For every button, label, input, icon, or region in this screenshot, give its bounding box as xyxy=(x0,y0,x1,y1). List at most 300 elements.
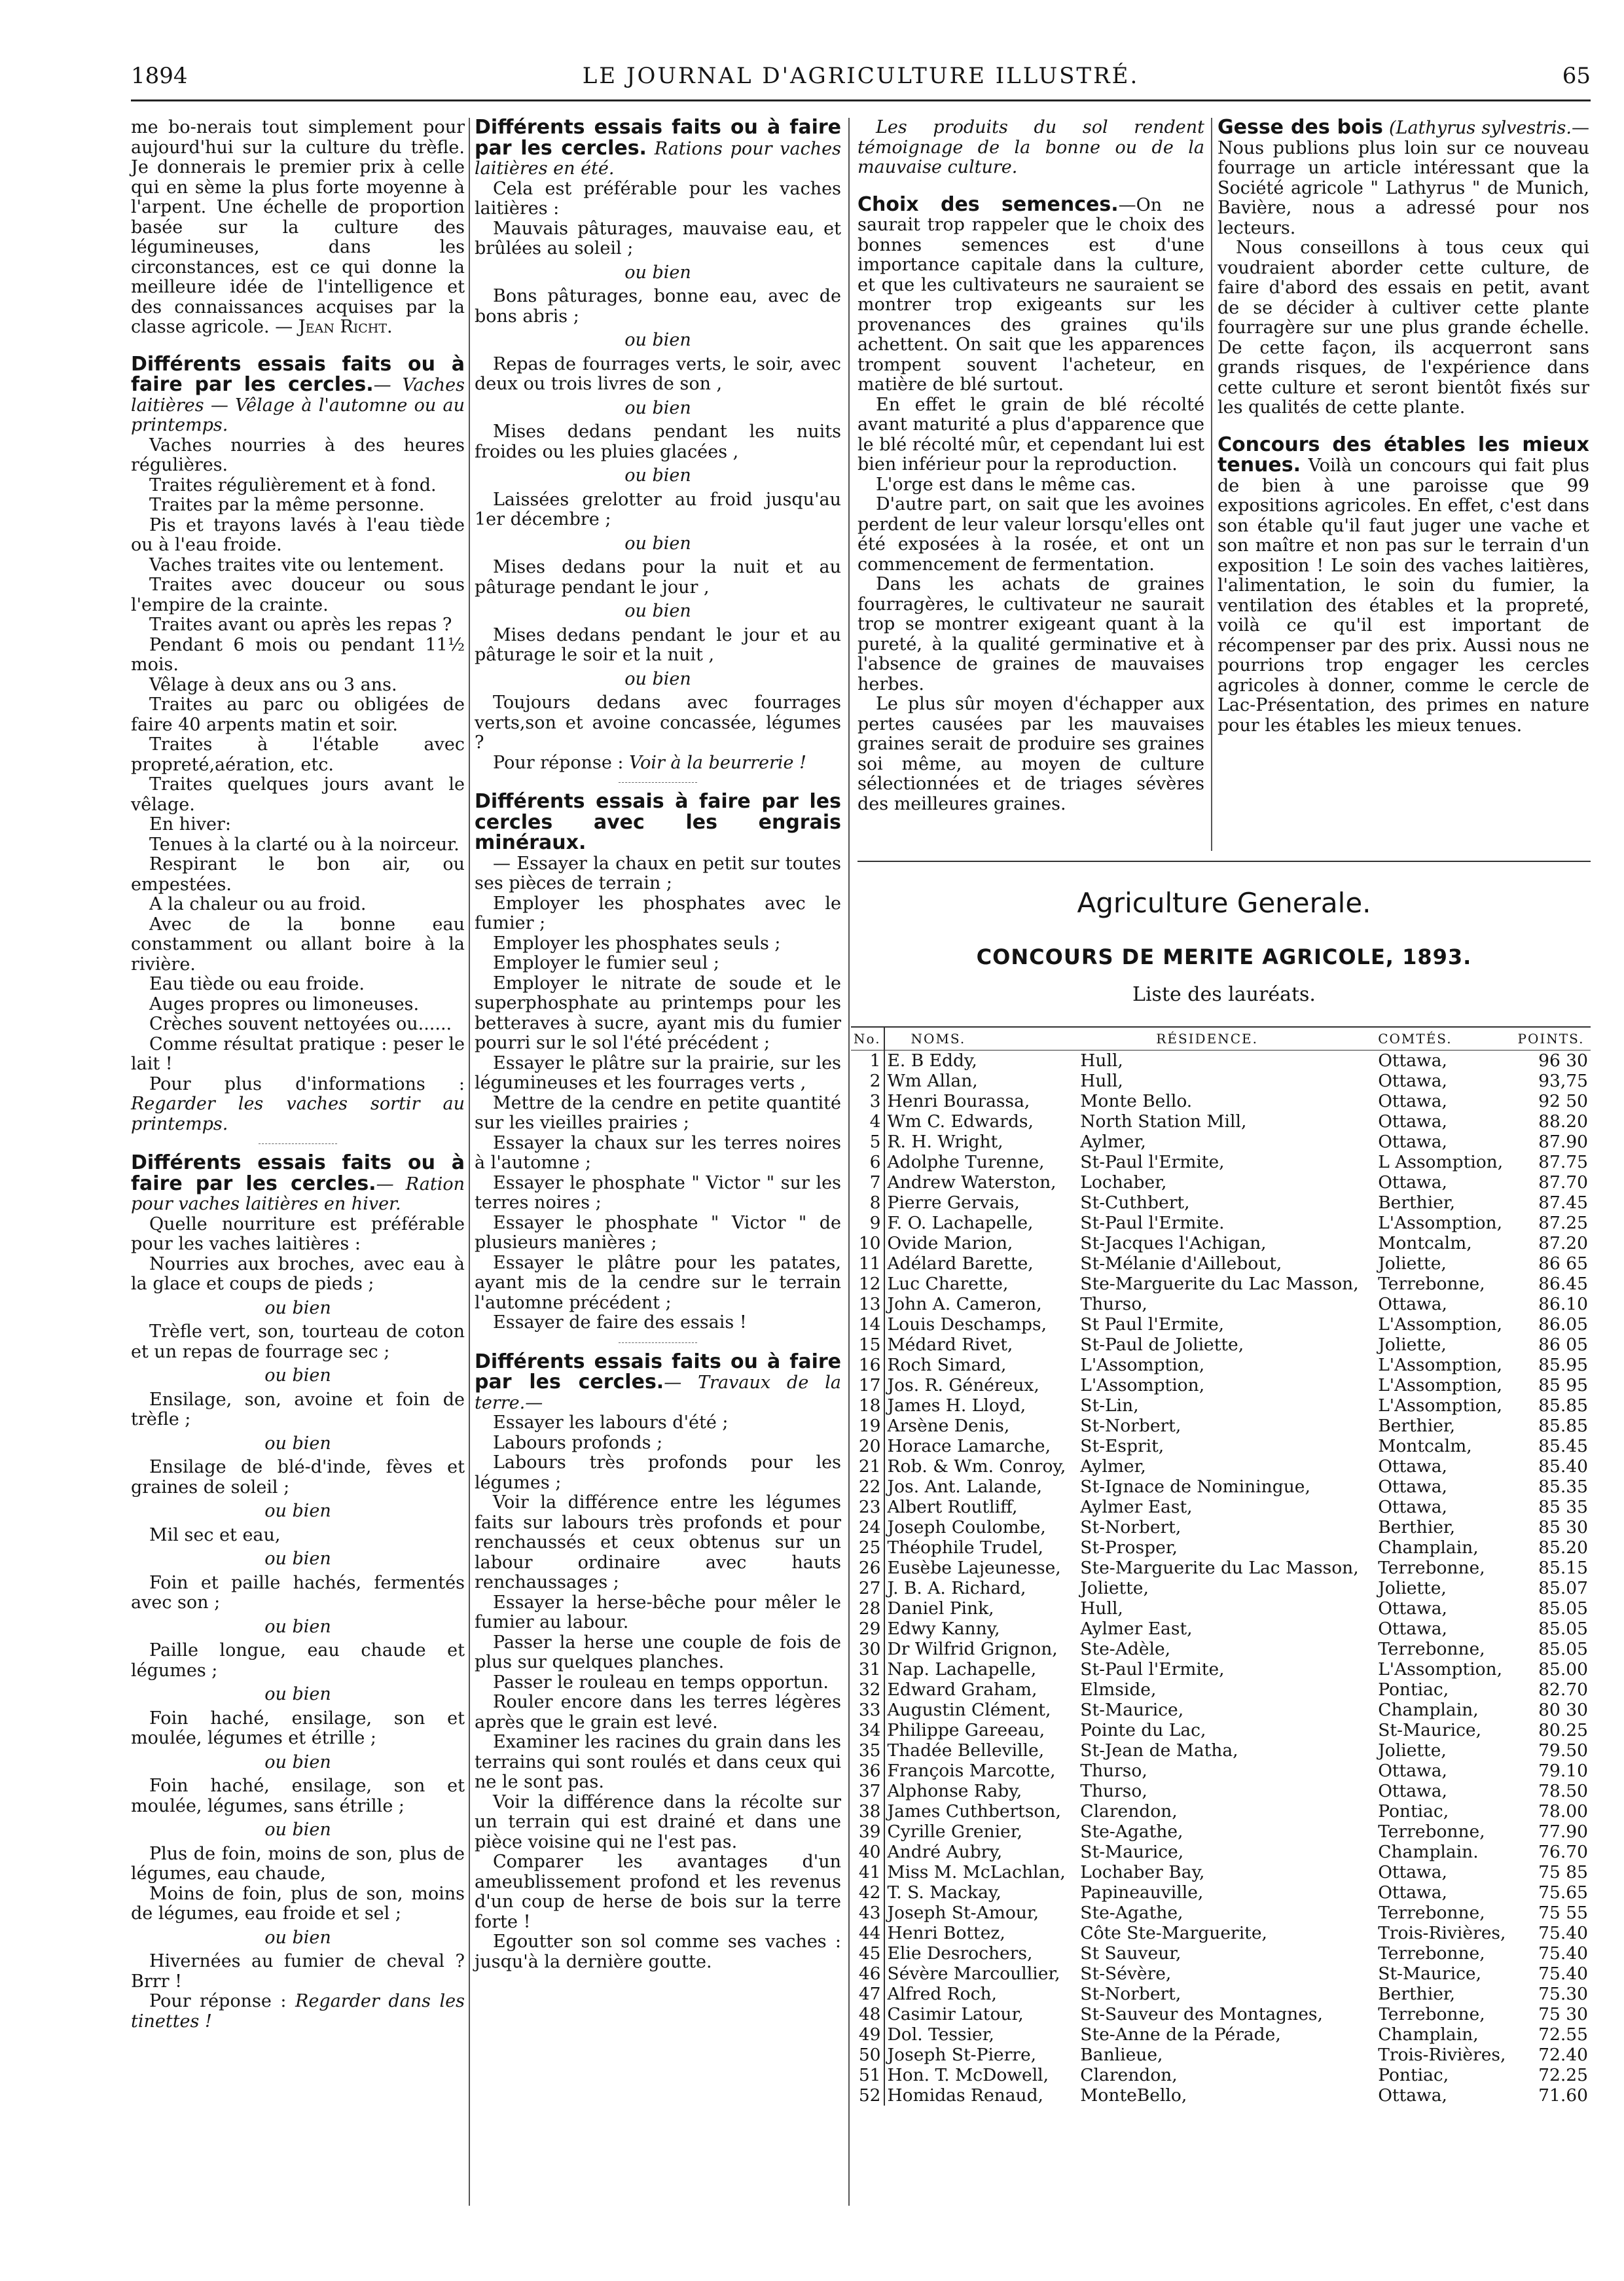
separator xyxy=(619,782,697,783)
county: Champlain, xyxy=(1378,1537,1479,1558)
residence: L'Assomption, xyxy=(1080,1375,1205,1395)
table-row xyxy=(851,1111,1591,1132)
residence: Aylmer, xyxy=(1080,1456,1146,1477)
residence: Elmside, xyxy=(1080,1679,1157,1700)
table-row xyxy=(851,1355,1591,1375)
points: 85.40 xyxy=(1538,1456,1588,1477)
article-paragraph: Choix des semences.—On ne saurait trop rappeler que le choix des bonnes semences est d'une importance capitale dans la culture, et que les cultivateurs ne sauraient se montrer trop exigeants sur les provenances des graines qu'ils achettent. On sait que les apparences trompent souvent l'acheteur, en matière de blé surtout. xyxy=(857,192,1204,395)
table-row xyxy=(851,1659,1591,1679)
list-item: Mises dedans pour la nuit et au pâturage pendant le jour , xyxy=(475,557,841,598)
row-number: 44 xyxy=(851,1923,884,1943)
county: Montcalm, xyxy=(1378,1233,1472,1253)
table-row xyxy=(851,1091,1591,1111)
residence: St-Paul de Joliette, xyxy=(1080,1335,1244,1355)
residence: Aylmer East, xyxy=(1080,1619,1193,1639)
list-item: Voir la différence entre les légumes faits sur labours très profonds et pour renchaussés et ceux obtenus sur un labour ordinaire avec hauts renchaussages ; xyxy=(475,1492,841,1592)
list-item: Mises dedans pendant les nuits froides ou les pluies glacées , xyxy=(475,422,841,462)
list-item: Egoutter son sol comme ses vaches : jusqu'à la dernière goutte. xyxy=(475,1931,841,1972)
county: Terrebonne, xyxy=(1378,2004,1485,2024)
row-number: 29 xyxy=(851,1619,884,1639)
winner-name: Albert Routliff, xyxy=(887,1497,1018,1517)
list-item: Voir la différence dans la récolte sur un terrain qui est drainé et dans une pièce voisine qui ne l'est pas. xyxy=(475,1791,841,1852)
county: Ottawa, xyxy=(1378,1477,1447,1497)
county: Ottawa, xyxy=(1378,1456,1447,1477)
county: Joliette, xyxy=(1378,1740,1447,1761)
header-title: LE JOURNAL D'AGRICULTURE ILLUSTRÉ. xyxy=(582,63,1140,89)
points: 85.05 xyxy=(1538,1639,1588,1659)
row-number: 23 xyxy=(851,1497,884,1517)
residence: Thurso, xyxy=(1080,1781,1147,1801)
county: Terrebonne, xyxy=(1378,1558,1485,1578)
list-item: Pendant 6 mois ou pendant 11½ mois. xyxy=(131,634,465,675)
table-row xyxy=(851,1862,1591,1882)
residence: St-Sauveur des Montagnes, xyxy=(1080,2004,1323,2024)
points: 75 30 xyxy=(1538,2004,1588,2024)
table-row xyxy=(851,1903,1591,1923)
column-header: POINTS. xyxy=(1515,1027,1591,1051)
winner-name: Ovide Marion, xyxy=(887,1233,1013,1253)
winner-name: Arsène Denis, xyxy=(887,1416,1010,1436)
table-row xyxy=(851,1071,1591,1091)
winner-name: Hon. T. McDowell, xyxy=(887,2065,1049,2085)
or-label: ou bien xyxy=(624,668,691,689)
list-item: Tenues à la clarté ou à la noirceur. xyxy=(149,834,460,855)
row-number: 21 xyxy=(851,1456,884,1477)
table-row xyxy=(851,1537,1591,1558)
row-number: 9 xyxy=(851,1213,884,1233)
or-label: ou bien xyxy=(624,262,691,283)
points: 87.45 xyxy=(1538,1193,1588,1213)
list-item: Essayer le phosphate " Victor " sur les terres noires ; xyxy=(475,1172,841,1213)
row-number: 42 xyxy=(851,1882,884,1903)
table-row xyxy=(851,2004,1591,2024)
row-number: 10 xyxy=(851,1233,884,1253)
county: L'Assomption, xyxy=(1378,1314,1503,1335)
residence: Ste-Marguerite du Lac Masson, xyxy=(1080,1558,1359,1578)
table-row xyxy=(851,1578,1591,1598)
residence: St-Norbert, xyxy=(1080,1984,1182,2004)
winner-name: Dol. Tessier, xyxy=(887,2024,994,2045)
points: 72.25 xyxy=(1538,2065,1588,2085)
row-number: 39 xyxy=(851,1822,884,1842)
points: 82.70 xyxy=(1538,1679,1588,1700)
article-heading: Différents essais faits ou à faire par les cercles.— Ration pour vaches laitières en hiver. xyxy=(131,1151,465,1214)
county: St-Maurice, xyxy=(1378,1720,1482,1740)
table-row xyxy=(851,2024,1591,2045)
residence: Clarendon, xyxy=(1080,2065,1178,2085)
list-item: Traites régulièrement et à fond. xyxy=(149,475,437,495)
list-item: Traites avant ou après les repas ? xyxy=(149,615,452,635)
row-number: 24 xyxy=(851,1517,884,1537)
list-item: Vêlage à deux ans ou 3 ans. xyxy=(149,674,397,695)
list-item: Toujours dedans avec fourrages verts,son et avoine concassée, légumes ? xyxy=(475,692,841,753)
points: 79.10 xyxy=(1538,1761,1588,1781)
row-number: 48 xyxy=(851,2004,884,2024)
list-item: Examiner les racines du grain dans les terrains qui sont roulés et dans ceux qui ne le sont pas. xyxy=(475,1732,841,1792)
list-item: Comme résultat pratique : peser le lait ! xyxy=(131,1033,465,1074)
winner-name: Edward Graham, xyxy=(887,1679,1038,1700)
winner-name: Alphonse Raby, xyxy=(887,1781,1022,1801)
points: 86 05 xyxy=(1538,1335,1588,1355)
table-row xyxy=(851,1882,1591,1903)
residence: Ste-Anne de la Pérade, xyxy=(1080,2024,1281,2045)
residence: Monte Bello. xyxy=(1080,1091,1193,1111)
article-paragraph: Les produits du sol rendent témoignage de la bonne ou de la mauvaise culture. xyxy=(857,117,1204,177)
column-2 xyxy=(475,118,841,1972)
winner-name: Adélard Barette, xyxy=(887,1253,1034,1274)
table-row xyxy=(851,1253,1591,1274)
column-header: No. xyxy=(851,1027,884,1051)
winner-name: Wm C. Edwards, xyxy=(887,1111,1034,1132)
county: Terrebonne, xyxy=(1378,1903,1485,1923)
residence: St-Paul l'Ermite, xyxy=(1080,1659,1225,1679)
list-item: Respirant le bon air, ou empestées. xyxy=(131,854,465,895)
residence: Ste-Marguerite du Lac Masson, xyxy=(1080,1274,1359,1294)
table-row xyxy=(851,1233,1591,1253)
row-number: 22 xyxy=(851,1477,884,1497)
points: 88.20 xyxy=(1538,1111,1588,1132)
row-number: 45 xyxy=(851,1943,884,1964)
or-label: ou bien xyxy=(264,1549,331,1569)
county: L'Assomption, xyxy=(1378,1659,1503,1679)
points: 87.70 xyxy=(1538,1172,1588,1193)
points: 85.35 xyxy=(1538,1477,1588,1497)
or-label: ou bien xyxy=(264,1616,331,1637)
table-row xyxy=(851,1436,1591,1456)
table-row xyxy=(851,2065,1591,2085)
winner-name: Daniel Pink, xyxy=(887,1598,994,1619)
winner-name: Elie Desrochers, xyxy=(887,1943,1033,1964)
county: L'Assomption, xyxy=(1378,1213,1503,1233)
row-number: 49 xyxy=(851,2024,884,2045)
points: 71.60 xyxy=(1538,2085,1588,2106)
residence: Hull, xyxy=(1080,1071,1123,1091)
residence: Hull, xyxy=(1080,1598,1123,1619)
table-row xyxy=(851,1842,1591,1862)
header-year: 1894 xyxy=(131,63,188,89)
points: 85.85 xyxy=(1538,1395,1588,1416)
list-item: Nourries aux broches, avec eau à la glace et coups de pieds ; xyxy=(131,1253,465,1294)
county: L Assomption, xyxy=(1378,1152,1504,1172)
winner-name: John A. Cameron, xyxy=(887,1294,1042,1314)
points: 76.70 xyxy=(1538,1842,1588,1862)
residence: St-Esprit, xyxy=(1080,1436,1164,1456)
row-number: 13 xyxy=(851,1294,884,1314)
table-row xyxy=(851,1335,1591,1355)
row-number: 20 xyxy=(851,1436,884,1456)
table-row xyxy=(851,1051,1591,1071)
residence: Thurso, xyxy=(1080,1761,1147,1781)
list-item: — Essayer la chaux en petit sur toutes ses pièces de terrain ; xyxy=(475,853,841,893)
winner-name: Homidas Renaud, xyxy=(887,2085,1043,2106)
points: 85.95 xyxy=(1538,1355,1588,1375)
winner-name: Nap. Lachapelle, xyxy=(887,1659,1037,1679)
table-row xyxy=(851,2045,1591,2065)
residence: St Sauveur, xyxy=(1080,1943,1182,1964)
points: 86.45 xyxy=(1538,1274,1588,1294)
winner-name: F. O. Lachapelle, xyxy=(887,1213,1034,1233)
residence: Thurso, xyxy=(1080,1294,1147,1314)
winner-name: J. B. A. Richard, xyxy=(887,1578,1026,1598)
list-item: Employer les phosphates avec le fumier ; xyxy=(475,893,841,933)
winner-name: Joseph St-Amour, xyxy=(887,1903,1039,1923)
column-divider xyxy=(469,118,470,2206)
answer-line: Pour réponse : Regarder dans les tinettes ! xyxy=(131,1991,465,2032)
page-header xyxy=(131,58,1591,97)
winner-name: Rob. & Wm. Conroy, xyxy=(887,1456,1066,1477)
county: Berthier, xyxy=(1378,1416,1456,1436)
points: 85.05 xyxy=(1538,1619,1588,1639)
list-item: Trèfle vert, son, tourteau de coton et un repas de fourrage sec ; xyxy=(131,1321,465,1362)
or-label: ou bien xyxy=(264,1501,331,1521)
county: Ottawa, xyxy=(1378,1132,1447,1152)
article-heading: Différents essais faits ou à faire par les cercles. Rations pour vaches laitières en été. xyxy=(475,116,841,179)
row-number: 46 xyxy=(851,1964,884,1984)
county: Ottawa, xyxy=(1378,1761,1447,1781)
winner-name: Andrew Waterston, xyxy=(887,1172,1056,1193)
county: Ottawa, xyxy=(1378,1781,1447,1801)
list-item: Comparer les avantages d'un ameublissement profond et les revenus d'un coup de herse de bois sur la terre forte ! xyxy=(475,1852,841,1932)
table-row xyxy=(851,1395,1591,1416)
residence: Hull, xyxy=(1080,1051,1123,1071)
county: Ottawa, xyxy=(1378,1111,1447,1132)
points: 72.55 xyxy=(1538,2024,1588,2045)
list-item: Pis et trayons lavés à l'eau tiède ou à l'eau froide. xyxy=(131,514,465,555)
county: Berthier, xyxy=(1378,1984,1456,2004)
list-item: Employer le fumier seul ; xyxy=(493,953,720,973)
points: 85 35 xyxy=(1538,1497,1588,1517)
row-number: 34 xyxy=(851,1720,884,1740)
table-row xyxy=(851,1679,1591,1700)
residence: Aylmer East, xyxy=(1080,1497,1193,1517)
table-row xyxy=(851,1639,1591,1659)
residence: Côte Ste-Marguerite, xyxy=(1080,1923,1267,1943)
row-number: 2 xyxy=(851,1071,884,1091)
points: 79.50 xyxy=(1538,1740,1588,1761)
list-item: Rouler encore dans les terres légères après que le grain est levé. xyxy=(475,1692,841,1733)
points: 75.40 xyxy=(1538,1964,1588,1984)
table-row xyxy=(851,1193,1591,1213)
points: 72.40 xyxy=(1538,2045,1588,2065)
or-label: ou bien xyxy=(264,1433,331,1454)
winner-name: Augustin Clément, xyxy=(887,1700,1051,1720)
winner-name: André Aubry, xyxy=(887,1842,1003,1862)
residence: St Paul l'Ermite, xyxy=(1080,1314,1225,1335)
list-item: Passer le rouleau en temps opportun. xyxy=(493,1672,829,1693)
county: Terrebonne, xyxy=(1378,1639,1485,1659)
row-number: 51 xyxy=(851,2065,884,2085)
county: Ottawa, xyxy=(1378,1882,1447,1903)
county: Champlain, xyxy=(1378,1700,1479,1720)
winner-name: E. B Eddy, xyxy=(887,1051,977,1071)
county: Berthier, xyxy=(1378,1517,1456,1537)
residence: Ste-Agathe, xyxy=(1080,1822,1183,1842)
row-number: 38 xyxy=(851,1801,884,1822)
list-item: Ensilage, son, avoine et foin de trèfle ; xyxy=(131,1389,465,1429)
list-item: Passer la herse une couple de fois de plus sur quelques planches. xyxy=(475,1632,841,1672)
row-number: 52 xyxy=(851,2085,884,2106)
residence: St-Mélanie d'Aillebout, xyxy=(1080,1253,1282,1274)
article-paragraph: me bo-nerais tout simplement pour aujourd'hui sur la culture du trèfle. Je donnerais le premier prix à celle qui en sème la plus forte moyenne à l'arpent. Une échelle de proportion basée sur la culture des légumineuses, dans les circonstances, est ce qui donne la meilleure idée de l'intelligence et des connaissances acquises par la classe agricole. — Jean Richt. xyxy=(131,117,465,337)
row-number: 43 xyxy=(851,1903,884,1923)
residence: Ste-Adèle, xyxy=(1080,1639,1171,1659)
row-number: 4 xyxy=(851,1111,884,1132)
list-item: Essayer le plâtre sur la prairie, sur les légumineuses et les fourrages verts , xyxy=(475,1052,841,1093)
points: 87.20 xyxy=(1538,1233,1588,1253)
table-row xyxy=(851,1477,1591,1497)
list-item: A la chaleur ou au froid. xyxy=(149,894,367,914)
table-row xyxy=(851,1619,1591,1639)
separator xyxy=(259,1143,337,1144)
table-row xyxy=(851,1558,1591,1578)
article-paragraph: Nous conseillons à tous ceux qui voudraient aborder cette culture, de faire d'abord des essais en petit, avant de se décider à cultiver cette plante fourragère sur une plus grande échelle. De cette façon, ils acquerront sans grands risques, de l'expérience dans cette culture et seront bientôt fixés sur les qualités de cette plante. xyxy=(1218,238,1589,418)
list-item: Foin haché, ensilage, son et moulée, légumes et étrille ; xyxy=(131,1708,465,1748)
winner-name: François Marcotte, xyxy=(887,1761,1056,1781)
list-item: Avec de la bonne eau constamment ou allant boire à la rivière. xyxy=(131,914,465,975)
county: Champlain, xyxy=(1378,2024,1479,2045)
list-item: Repas de fourrages verts, le soir, avec deux ou trois livres de son , xyxy=(475,353,841,394)
list-item: Foin et paille hachés, fermentés avec son ; xyxy=(131,1572,465,1613)
county: Ottawa, xyxy=(1378,1071,1447,1091)
residence: St-Sévère, xyxy=(1080,1964,1172,1984)
table-row xyxy=(851,1923,1591,1943)
residence: St-Maurice, xyxy=(1080,1842,1184,1862)
county: Ottawa, xyxy=(1378,2085,1447,2106)
table-row xyxy=(851,1822,1591,1842)
points: 86 65 xyxy=(1538,1253,1588,1274)
row-number: 1 xyxy=(851,1051,884,1071)
list-item: Essayer le phosphate " Victor " de plusieurs manières ; xyxy=(475,1212,841,1253)
table-header-row xyxy=(851,1027,1591,1051)
row-number: 40 xyxy=(851,1842,884,1862)
residence: Banlieue, xyxy=(1080,2045,1163,2065)
or-label: ou bien xyxy=(264,1751,331,1772)
winner-name: Wm Allan, xyxy=(887,1071,978,1091)
row-number: 5 xyxy=(851,1132,884,1152)
county: Terrebonne, xyxy=(1378,1822,1485,1842)
winners-list-title: Liste des lauréats. xyxy=(1132,983,1316,1006)
question: Cela est préférable pour les vaches laitières : xyxy=(475,178,841,219)
points: 85.15 xyxy=(1538,1558,1588,1578)
points: 75 85 xyxy=(1538,1862,1588,1882)
residence: St-Maurice, xyxy=(1080,1700,1184,1720)
list-item: Vaches traites vite ou lentement. xyxy=(149,554,444,575)
row-number: 26 xyxy=(851,1558,884,1578)
residence: St-Norbert, xyxy=(1080,1517,1182,1537)
or-label: ou bien xyxy=(264,1365,331,1386)
article-paragraph: Dans les achats de graines fourragères, le cultivateur ne saurait trop se montrer exigeant quant à la pureté, à la qualité germinative et à l'absence de graines de mauvaises herbes. xyxy=(857,574,1204,694)
cows-list xyxy=(131,436,465,1075)
list-item: Employer le nitrate de soude et le superphosphate au printemps pour les betteraves à sucre, ayant mis du fumier pourri sur le sol l'été précédent ; xyxy=(475,973,841,1053)
list-item: Employer les phosphates seuls ; xyxy=(493,933,781,954)
list-item: Traites au parc ou obligées de faire 40 arpents matin et soir. xyxy=(131,694,465,735)
or-label: ou bien xyxy=(264,1927,331,1948)
table-row xyxy=(851,1984,1591,2004)
row-number: 8 xyxy=(851,1193,884,1213)
column-3 xyxy=(857,118,1204,814)
points: 85.05 xyxy=(1538,1598,1588,1619)
or-label: ou bien xyxy=(624,397,691,418)
winner-name: Théophile Trudel, xyxy=(887,1537,1043,1558)
list-item: Mettre de la cendre en petite quantité sur les vieilles prairies ; xyxy=(475,1092,841,1133)
winner-name: Philippe Gareeau, xyxy=(887,1720,1045,1740)
column-divider xyxy=(1211,118,1212,851)
winner-name: Dr Wilfrid Grignon, xyxy=(887,1639,1058,1659)
table-row xyxy=(851,1497,1591,1517)
list-item: Essayer la chaux sur les terres noires à l'automne ; xyxy=(475,1132,841,1173)
row-number: 37 xyxy=(851,1781,884,1801)
table-row xyxy=(851,1213,1591,1233)
county: Champlain. xyxy=(1378,1842,1479,1862)
list-item: Essayer le plâtre pour les patates, ayant mis de la cendre sur le terrain l'automne précédent ; xyxy=(475,1252,841,1313)
points: 75.65 xyxy=(1538,1882,1588,1903)
points: 78.00 xyxy=(1538,1801,1588,1822)
column-1 xyxy=(131,118,465,2032)
county: Terrebonne, xyxy=(1378,1274,1485,1294)
table-row xyxy=(851,1943,1591,1964)
or-label: ou bien xyxy=(264,1684,331,1704)
article-paragraph: Concours des étables les mieux tenues. Voilà un concours qui fait plus de bien à une paroisse que 99 expositions agricoles. En effet, c'est dans son étable qu'il faut juger une vache et son maître et non pas sur le terrain d'un exposition ! Le soin des vaches laitières, l'alimentation, le soin du fumier, la ventilation des étables et la propreté, voilà ce qu'il est important de récompenser par des prix. Aussi nous ne pourrions trop engager les cercles agricoles à donner, comme le cercle de Lac-Présentation, des primes en nature pour les étables les mieux tenues. xyxy=(1218,433,1589,736)
table-row xyxy=(851,1781,1591,1801)
winner-name: Thadée Belleville, xyxy=(887,1740,1045,1761)
list-item: Labours profonds ; xyxy=(493,1432,663,1453)
list-item: Hivernées au fumier de cheval ? Brrr ! xyxy=(131,1951,465,1992)
article-paragraph: En effet le grain de blé récolté avant maturité a plus d'apparence que le blé récolté mûr, et cependant lui est bien inférieur pour la reproduction. xyxy=(857,394,1204,475)
row-number: 7 xyxy=(851,1172,884,1193)
residence: Ste-Agathe, xyxy=(1080,1903,1183,1923)
list-item: Paille longue, eau chaude et légumes ; xyxy=(131,1640,465,1681)
row-number: 35 xyxy=(851,1740,884,1761)
row-number: 19 xyxy=(851,1416,884,1436)
winner-name: Pierre Gervais, xyxy=(887,1193,1020,1213)
county: Pontiac, xyxy=(1378,1679,1449,1700)
contest-title: CONCOURS DE MERITE AGRICOLE, 1893. xyxy=(976,944,1472,969)
county: Trois-Rivières, xyxy=(1378,2045,1506,2065)
points: 92 50 xyxy=(1538,1091,1588,1111)
or-label: ou bien xyxy=(624,601,691,621)
winner-name: James H. Lloyd, xyxy=(887,1395,1026,1416)
table-row xyxy=(851,1274,1591,1294)
county: L'Assomption, xyxy=(1378,1375,1503,1395)
county: Ottawa, xyxy=(1378,1862,1447,1882)
points: 75.30 xyxy=(1538,1984,1588,2004)
winner-name: Luc Charette, xyxy=(887,1274,1009,1294)
or-label: ou bien xyxy=(624,330,691,350)
table-row xyxy=(851,1416,1591,1436)
county: Trois-Rivières, xyxy=(1378,1923,1506,1943)
column-header: NOMS. xyxy=(884,1027,1078,1051)
table-row xyxy=(851,1172,1591,1193)
county: Ottawa, xyxy=(1378,1598,1447,1619)
table-row xyxy=(851,1700,1591,1720)
residence: Pointe du Lac, xyxy=(1080,1720,1206,1740)
row-number: 17 xyxy=(851,1375,884,1395)
county: L'Assomption, xyxy=(1378,1355,1503,1375)
residence: St-Jacques l'Achigan, xyxy=(1080,1233,1267,1253)
table-row xyxy=(851,1761,1591,1781)
county: Pontiac, xyxy=(1378,1801,1449,1822)
header-rule xyxy=(131,99,1591,101)
residence: Papineauville, xyxy=(1080,1882,1204,1903)
row-number: 27 xyxy=(851,1578,884,1598)
list-item: Foin haché, ensilage, son et moulée, légumes, sans étrille ; xyxy=(131,1776,465,1816)
points: 85 30 xyxy=(1538,1517,1588,1537)
article-paragraph: Gesse des bois (Lathyrus sylvestris.— Nous publions plus loin sur ce nouveau fourrage un article intéressant que la Société agricole " Lathyrus " de Munich, Bavière, nous a adressé pour nos lecteurs. xyxy=(1218,116,1589,238)
header-page-number: 65 xyxy=(1562,63,1591,89)
winner-name: Henri Bourassa, xyxy=(887,1091,1030,1111)
winner-name: James Cuthbertson, xyxy=(887,1801,1061,1822)
county: L'Assomption, xyxy=(1378,1395,1503,1416)
